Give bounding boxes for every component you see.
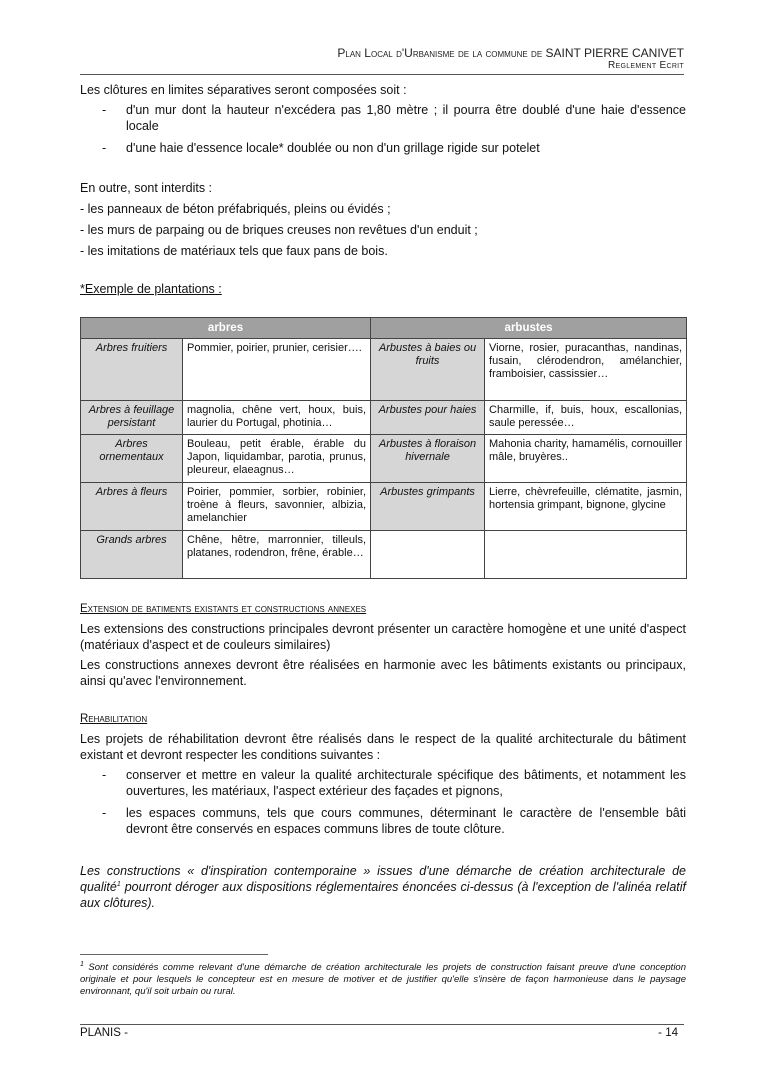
interdit-item: - les imitations de matériaux tels que faux pans de bois. <box>80 244 388 258</box>
table-cell-value: Pommier, poirier, prunier, cerisier…. <box>183 339 371 401</box>
header-plan-title: Plan Local d'Urbanisme de la commune de <box>337 46 543 60</box>
list-item <box>80 102 686 134</box>
running-header-subtitle: Reglement Ecrit <box>607 60 684 71</box>
footer-left: PLANIS - <box>80 1027 128 1039</box>
table-cell-empty <box>371 531 485 579</box>
list-item <box>80 140 686 156</box>
table-cell-value: Chêne, hêtre, marronnier, tilleuls, platanes, rodendron, frêne, érable… <box>183 531 371 579</box>
table-cell-category: Arbustes à floraison hivernale <box>371 435 485 483</box>
table-cell-value: Mahonia charity, hamamélis, cornouiller mâle, bruyères.. <box>485 435 687 483</box>
footnote-ref: 1 <box>116 880 121 888</box>
table-cell-value: Poirier, pommier, sorbier, robinier, troène à fleurs, savonnier, albizia, amelanchier <box>183 483 371 531</box>
table-row <box>81 435 687 483</box>
table-row <box>81 401 687 435</box>
header-commune: SAINT PIERRE CANIVET <box>545 46 684 60</box>
table-cell-value: Viorne, rosier, puracanthas, nandinas, fusain, clérodendron, amélanchier, framboisier, cassissier… <box>485 339 687 401</box>
table-cell-value: Charmille, if, buis, houx, escallonias, saule peressée… <box>485 401 687 435</box>
table-cell-value: magnolia, chêne vert, houx, buis, laurier du Portugal, photinia… <box>183 401 371 435</box>
plantations-title: *Exemple de plantations : <box>80 282 222 296</box>
table-cell-category: Arbres ornementaux <box>81 435 183 483</box>
footnote-number: 1 <box>80 960 84 968</box>
table-cell-value: Lierre, chèvrefeuille, clématite, jasmin, hortensia grimpant, bignone, glycine <box>485 483 687 531</box>
clotures-list <box>80 102 686 156</box>
header-divider <box>80 74 684 75</box>
section-title-rehabilitation: Rehabilitation <box>80 713 148 725</box>
interdit-item: - les murs de parpaing ou de briques creuses non revêtues d'un enduit ; <box>80 223 478 237</box>
table-cell-empty <box>485 531 687 579</box>
contemporaine-text-cont: pourront déroger aux dispositions réglementaires énoncées ci-dessus (à l'exception de l'alinéa relatif aux clôtures). <box>80 880 686 910</box>
extension-paragraph: Les extensions des constructions principales devront présenter un caractère homogène et une unité d'aspect (matériaux d'aspect et de couleurs similaires) <box>80 622 686 652</box>
column-header-arbustes: arbustes <box>371 318 687 339</box>
table-cell-category: Grands arbres <box>81 531 183 579</box>
column-header-arbres: arbres <box>81 318 371 339</box>
table-cell-value: Bouleau, petit érable, érable du Japon, liquidambar, parotia, prunus, pleureur, elaeagnus… <box>183 435 371 483</box>
dash-bullet: - <box>102 768 107 782</box>
list-item-text: conserver et mettre en valeur la qualité architecturale spécifique des bâtiments, et notamment les ouvertures, les matériaux, l'aspect extérieur des façades et pignons, <box>126 768 686 798</box>
plantations-table <box>80 317 687 579</box>
table-cell-category: Arbres à fleurs <box>81 483 183 531</box>
footnote <box>80 962 686 998</box>
table-cell-category: Arbustes grimpants <box>371 483 485 531</box>
table-row <box>81 339 687 401</box>
interdit-item: - les panneaux de béton préfabriqués, pleins ou évidés ; <box>80 202 391 216</box>
rehabilitation-list <box>80 767 686 837</box>
table-cell-category: Arbres à feuillage persistant <box>81 401 183 435</box>
page-number: - 14 <box>658 1027 678 1039</box>
table-cell-category: Arbustes pour haies <box>371 401 485 435</box>
contemporaine-paragraph <box>80 863 686 911</box>
section-title-extension: Extension de batiments existants et constructions annexes <box>80 603 367 615</box>
footnote-divider <box>80 954 268 955</box>
list-item <box>80 767 686 799</box>
contemporaine-text: Les constructions « d'inspiration contemporaine » issues d'une démarche de création architecturale de qualité <box>80 864 686 894</box>
list-item <box>80 805 686 837</box>
table-cell-category: Arbustes à baies ou fruits <box>371 339 485 401</box>
footer-divider <box>80 1024 684 1025</box>
dash-bullet: - <box>102 141 107 155</box>
interdits-intro: En outre, sont interdits : <box>80 181 213 195</box>
document-body <box>80 76 686 911</box>
list-item-text: d'un mur dont la hauteur n'excédera pas 1,80 mètre ; il pourra être doublé d'une haie d'essence locale <box>126 103 686 133</box>
table-row <box>81 483 687 531</box>
dash-bullet: - <box>102 806 107 820</box>
footnote-text: Sont considérés comme relevant d'une démarche de création architecturale les projets de construction faisant preuve d'une conception originale et pour lesquels le concepteur est en mesure de motiver et de justifier qu'elle s'insère de façon harmonieuse dans le paysage environnant, qu'il soit urbain ou rural. <box>80 962 686 997</box>
list-item-text: les espaces communs, tels que cours communes, déterminant le caractère de l'ensemble bâti devront être conservés en espaces communs libres de toute clôture. <box>126 806 686 836</box>
list-item-text: d'une haie d'essence locale* doublée ou non d'un grillage rigide sur potelet <box>126 141 540 155</box>
table-header-row <box>81 318 687 339</box>
running-header-title <box>337 46 684 60</box>
extension-paragraph: Les constructions annexes devront être réalisées en harmonie avec les bâtiments existants ou principaux, ainsi qu'avec l'environnement. <box>80 658 686 688</box>
table-cell-category: Arbres fruitiers <box>81 339 183 401</box>
dash-bullet: - <box>102 103 107 117</box>
rehabilitation-intro: Les projets de réhabilitation devront être réalisés dans le respect de la qualité architecturale du bâtiment existant et devront respecter les conditions suivantes : <box>80 732 686 762</box>
clotures-intro: Les clôtures en limites séparatives seront composées soit : <box>80 83 407 97</box>
table-row <box>81 531 687 579</box>
